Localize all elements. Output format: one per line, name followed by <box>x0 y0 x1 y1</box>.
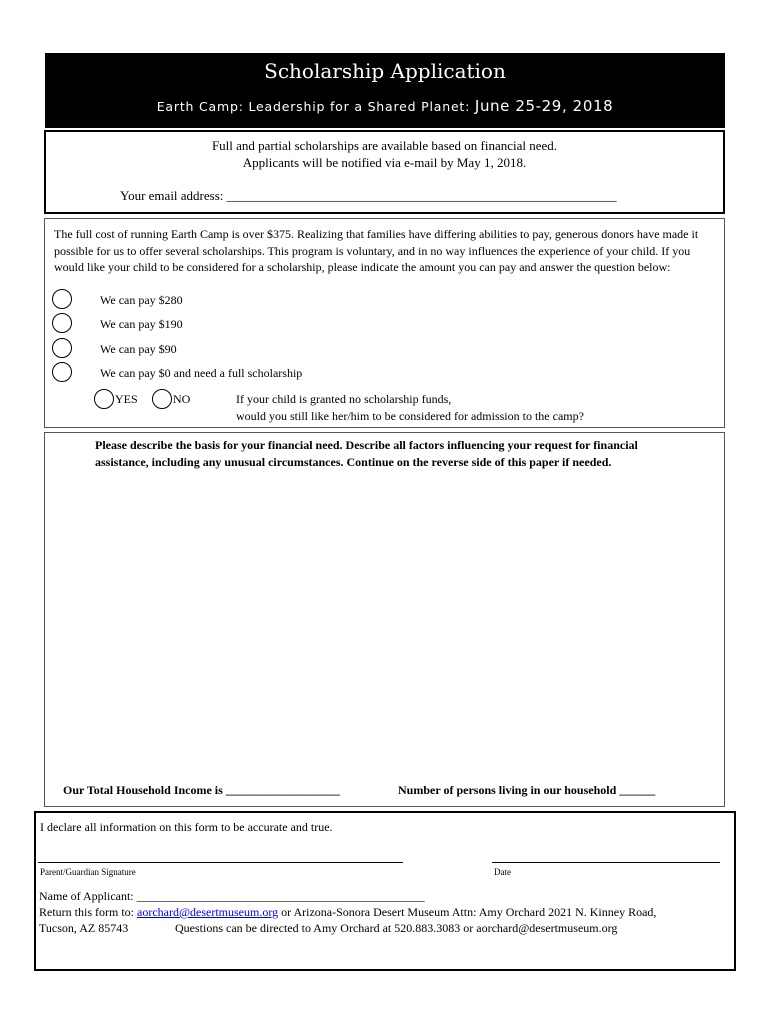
need-instructions: Please describe the basis for your financial need. Describe all factors influencing your request for financial assistance, including any unusual circumstances. Continue on the reverse side of this paper if needed. <box>95 438 638 469</box>
date-label: Date <box>494 867 511 877</box>
applicant-name-field[interactable]: Name of Applicant: ________________________________________________ <box>39 889 425 903</box>
intro-line-1: Full and partial scholarships are available based on financial need. <box>211 138 558 153</box>
option-label-280: We can pay $280 <box>100 293 183 307</box>
household-income-field[interactable]: Our Total Household Income is ___________________ <box>63 783 340 797</box>
return-instructions <box>39 904 656 920</box>
intro-line-2: Applicants will be notified via e-mail by May 1, 2018. <box>242 155 527 170</box>
page-subtitle <box>45 97 725 115</box>
option-label-90: We can pay $90 <box>100 342 177 356</box>
radio-pay-190[interactable] <box>52 313 72 333</box>
cost-paragraph: The full cost of running Earth Camp is over $375. Realizing that families have differing abilities to pay, generous donors have made it possible for us to offer several scholarships. This program is voluntary, and in no way influences the experience of your child. If you would like your child to be considered for a scholarship, please indicate the amount you can pay and answer the question below: <box>54 227 699 274</box>
signature-line[interactable] <box>38 862 403 863</box>
page-title: Scholarship Application <box>264 59 506 83</box>
no-label: NO <box>173 392 191 406</box>
admission-question-line-2: would you still like her/him to be considered for admission to the camp? <box>236 409 584 423</box>
radio-pay-280[interactable] <box>52 289 72 309</box>
radio-no[interactable] <box>152 389 172 409</box>
return-suffix: or Arizona-Sonora Desert Museum Attn: Amy Orchard 2021 N. Kinney Road, <box>281 905 657 919</box>
questions-contact: Questions can be directed to Amy Orchard at 520.883.3083 or aorchard@desertmuseum.org <box>175 921 618 935</box>
yes-label: YES <box>115 392 138 406</box>
option-label-190: We can pay $190 <box>100 317 183 331</box>
need-response-area[interactable] <box>50 480 720 770</box>
radio-pay-90[interactable] <box>52 338 72 358</box>
intro-box <box>44 130 725 214</box>
signature-label: Parent/Guardian Signature <box>40 867 136 877</box>
radio-yes[interactable] <box>94 389 114 409</box>
date-line[interactable] <box>492 862 720 863</box>
household-persons-field[interactable]: Number of persons living in our household ______ <box>398 783 656 797</box>
event-date: June 25-29, 2018 <box>474 97 614 115</box>
declaration-statement: I declare all information on this form to be accurate and true. <box>40 820 333 834</box>
radio-pay-0[interactable] <box>52 362 72 382</box>
option-label-0: We can pay $0 and need a full scholarship <box>100 366 303 380</box>
admission-question-line-1: If your child is granted no scholarship funds, <box>236 392 452 406</box>
event-name: Earth Camp: Leadership for a Shared Planet: <box>156 99 471 114</box>
return-prefix: Return this form to: <box>39 905 134 919</box>
email-field-label[interactable]: Your email address: ____________________________________________________________ <box>120 188 617 203</box>
return-city: Tucson, AZ 85743 <box>39 921 129 935</box>
return-email-link[interactable]: aorchard@desertmuseum.org <box>137 905 279 919</box>
header-banner <box>45 53 725 128</box>
